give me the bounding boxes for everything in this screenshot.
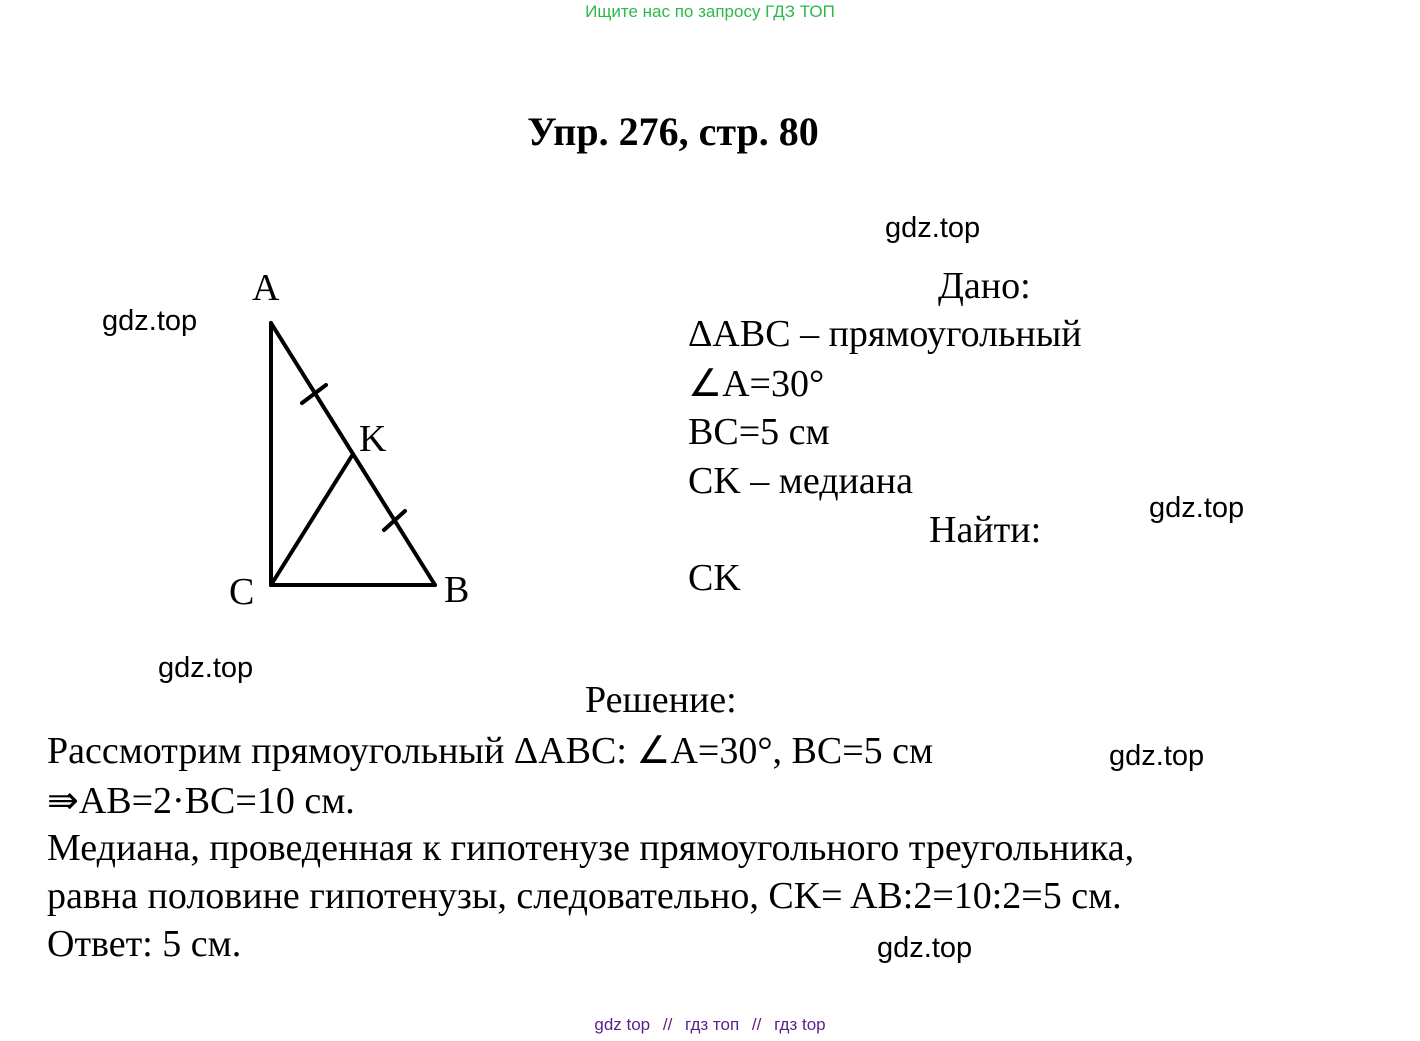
vertex-label-b: B xyxy=(444,569,470,611)
vertex-label-a: A xyxy=(252,267,280,309)
given-line: BC=5 см xyxy=(688,411,830,453)
solution-line: равна половине гипотенузы, следовательно, CK= AB:2=10:2=5 см. xyxy=(47,875,1122,917)
watermark: gdz.top xyxy=(1149,492,1245,524)
find-heading: Найти: xyxy=(929,509,1042,551)
solution-line: ⇛AB=2·BC=10 см. xyxy=(47,780,355,822)
footer-link[interactable]: gdz top xyxy=(594,1015,651,1034)
watermark: gdz.top xyxy=(158,652,254,684)
footer-separator: // xyxy=(751,1015,762,1034)
footer-separator: // xyxy=(662,1015,673,1034)
given-line: CK – медиана xyxy=(688,460,913,502)
point-label-k: K xyxy=(359,418,387,460)
footer-link[interactable]: гдз топ xyxy=(685,1015,740,1034)
footer-links xyxy=(0,1015,1420,1035)
solution-line: Рассмотрим прямоугольный ΔABC: ∠A=30°, BC=5 см xyxy=(47,730,934,772)
watermark: gdz.top xyxy=(1109,740,1205,772)
watermark: gdz.top xyxy=(102,305,198,337)
vertex-label-c: C xyxy=(229,571,255,613)
solution-heading: Решение: xyxy=(585,679,737,721)
exercise-title: Упр. 276, стр. 80 xyxy=(527,109,819,154)
answer-line: Ответ: 5 см. xyxy=(47,923,242,965)
footer-link[interactable]: гдз top xyxy=(774,1015,826,1034)
search-banner: Ищите нас по запросу ГДЗ ТОП xyxy=(585,2,835,21)
given-heading: Дано: xyxy=(938,265,1031,307)
tick-mark-kb xyxy=(384,511,405,530)
watermark: gdz.top xyxy=(885,212,981,244)
median-ck xyxy=(271,454,353,585)
given-line: ΔABC – прямоугольный xyxy=(688,313,1082,355)
triangle-figure xyxy=(0,0,700,640)
given-line: ∠A=30° xyxy=(688,363,825,405)
solution-line: Медиана, проведенная к гипотенузе прямоугольного треугольника, xyxy=(47,827,1135,869)
watermark: gdz.top xyxy=(877,932,973,964)
find-value: CK xyxy=(688,557,741,599)
tick-mark-ak xyxy=(302,385,326,403)
